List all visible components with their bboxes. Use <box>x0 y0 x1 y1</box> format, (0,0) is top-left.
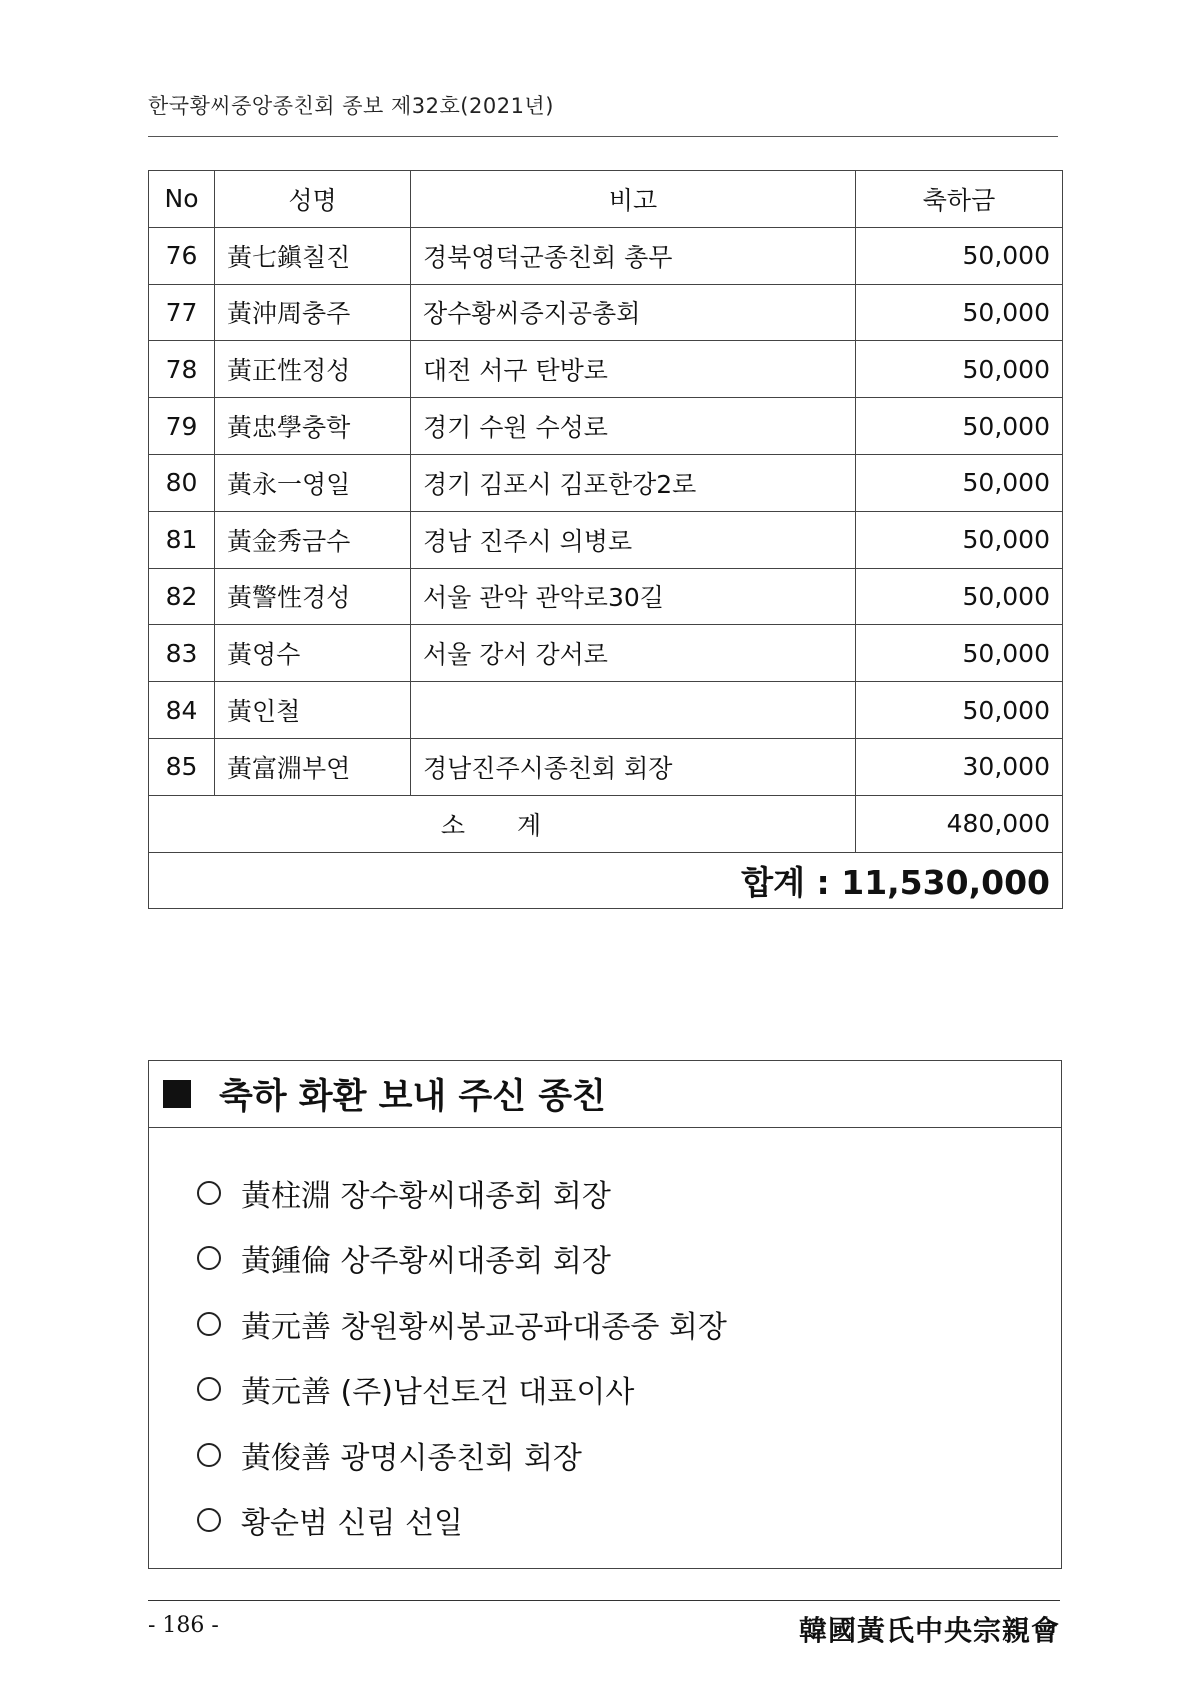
cell-name: 黃富淵부연 <box>215 738 411 795</box>
cell-note: 서울 강서 강서로 <box>411 625 856 682</box>
flower-sender-text: 黃柱淵 장수황씨대종회 회장 <box>241 1178 611 1214</box>
page-footer <box>148 1600 1060 1651</box>
cell-amount: 50,000 <box>856 568 1063 625</box>
cell-no: 84 <box>149 682 215 739</box>
table-row <box>149 682 1063 739</box>
table-row <box>149 227 1063 284</box>
cell-name: 黃忠學충학 <box>215 398 411 455</box>
cell-name: 黃永一영일 <box>215 454 411 511</box>
cell-note: 경북영덕군종친회 총무 <box>411 227 856 284</box>
flower-sender-text: 黃鍾倫 상주황씨대종회 회장 <box>241 1244 611 1280</box>
cell-no: 78 <box>149 341 215 398</box>
table-row <box>149 625 1063 682</box>
total-row <box>149 852 1063 909</box>
subtotal-row <box>149 795 1063 852</box>
column-header-note: 비고 <box>411 171 856 228</box>
table-header-row <box>149 171 1063 228</box>
cell-note: 경기 김포시 김포한강2로 <box>411 454 856 511</box>
column-header-name: 성명 <box>215 171 411 228</box>
circle-bullet-icon <box>197 1443 221 1467</box>
page-number: - 186 - <box>148 1613 219 1638</box>
cell-amount: 50,000 <box>856 682 1063 739</box>
flower-senders-box <box>148 1060 1062 1569</box>
cell-note: 경기 수원 수성로 <box>411 398 856 455</box>
cell-name: 黃영수 <box>215 625 411 682</box>
circle-bullet-icon <box>197 1181 221 1205</box>
circle-bullet-icon <box>197 1508 221 1532</box>
cell-no: 81 <box>149 511 215 568</box>
cell-amount: 50,000 <box>856 227 1063 284</box>
list-item <box>197 1226 1061 1292</box>
list-item <box>197 1488 1061 1554</box>
subtotal-label: 소 계 <box>149 795 856 852</box>
page-header <box>148 90 1058 137</box>
flower-senders-heading <box>149 1061 1061 1128</box>
flower-sender-text: 黃俊善 광명시종친회 회장 <box>241 1440 582 1476</box>
cell-note: 대전 서구 탄방로 <box>411 341 856 398</box>
cell-no: 77 <box>149 284 215 341</box>
table-row <box>149 511 1063 568</box>
cell-name: 黃七鎭칠진 <box>215 227 411 284</box>
table-row <box>149 568 1063 625</box>
cell-note: 경남진주시종친회 회장 <box>411 738 856 795</box>
cell-name: 黃正性정성 <box>215 341 411 398</box>
cell-amount: 50,000 <box>856 341 1063 398</box>
cell-note: 장수황씨증지공총회 <box>411 284 856 341</box>
black-square-icon <box>163 1080 191 1108</box>
flower-sender-text: 黃元善 창원황씨봉교공파대종중 회장 <box>241 1309 727 1345</box>
table-row <box>149 341 1063 398</box>
cell-note: 경남 진주시 의병로 <box>411 511 856 568</box>
cell-note: 서울 관악 관악로30길 <box>411 568 856 625</box>
cell-no: 79 <box>149 398 215 455</box>
list-item <box>197 1357 1061 1423</box>
table-row <box>149 398 1063 455</box>
cell-note <box>411 682 856 739</box>
cell-amount: 30,000 <box>856 738 1063 795</box>
circle-bullet-icon <box>197 1312 221 1336</box>
cell-amount: 50,000 <box>856 398 1063 455</box>
publication-title: 한국황씨중앙종친회 종보 제32호(2021년) <box>148 94 554 118</box>
cell-amount: 50,000 <box>856 284 1063 341</box>
cell-name: 黃인철 <box>215 682 411 739</box>
column-header-amount: 축하금 <box>856 171 1063 228</box>
flower-senders-list <box>149 1128 1061 1553</box>
cell-name: 黃金秀금수 <box>215 511 411 568</box>
cell-no: 76 <box>149 227 215 284</box>
list-item <box>197 1160 1061 1226</box>
table-row <box>149 284 1063 341</box>
cell-no: 80 <box>149 454 215 511</box>
cell-amount: 50,000 <box>856 625 1063 682</box>
cell-amount: 50,000 <box>856 454 1063 511</box>
column-header-no: No <box>149 171 215 228</box>
cell-name: 黃警性경성 <box>215 568 411 625</box>
list-item <box>197 1291 1061 1357</box>
flower-senders-title: 축하 화환 보내 주신 종친 <box>219 1077 606 1117</box>
table-row <box>149 738 1063 795</box>
donation-table <box>148 170 1063 909</box>
cell-amount: 50,000 <box>856 511 1063 568</box>
cell-name: 黃沖周충주 <box>215 284 411 341</box>
cell-no: 85 <box>149 738 215 795</box>
cell-no: 83 <box>149 625 215 682</box>
table-row <box>149 454 1063 511</box>
subtotal-amount: 480,000 <box>856 795 1063 852</box>
list-item <box>197 1422 1061 1488</box>
organization-logo: 韓國黃氏中央宗親會 <box>798 1614 1060 1647</box>
cell-no: 82 <box>149 568 215 625</box>
flower-sender-text: 黃元善 (주)남선토건 대표이사 <box>241 1375 635 1411</box>
flower-sender-text: 황순범 신림 선일 <box>241 1506 463 1542</box>
circle-bullet-icon <box>197 1246 221 1270</box>
grand-total: 합계 : 11,530,000 <box>149 852 1063 909</box>
circle-bullet-icon <box>197 1377 221 1401</box>
